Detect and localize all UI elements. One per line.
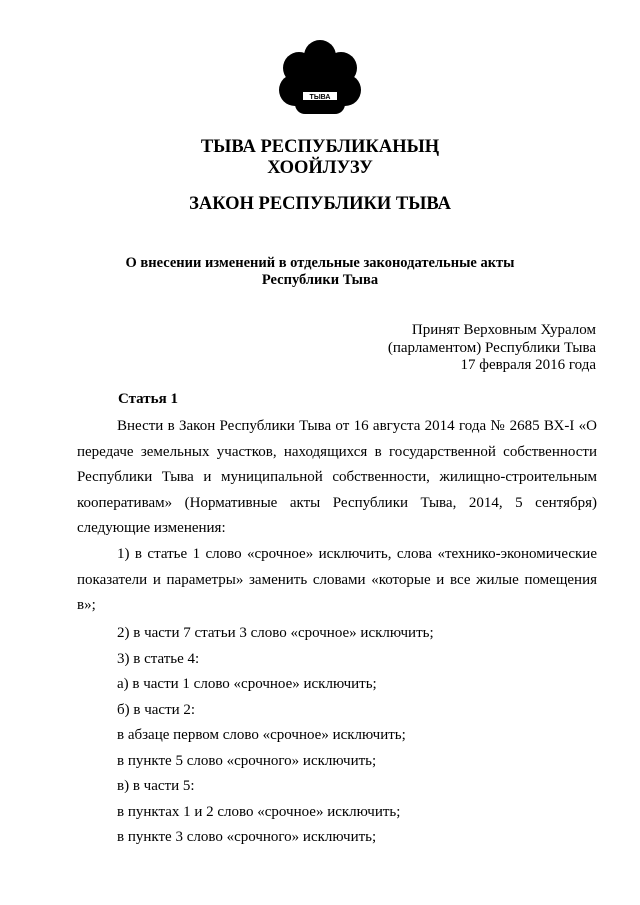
intro-line: кооперативам» (Нормативные акты Республики Тыва, 2014, 5 сентября) (77, 494, 597, 511)
item-1 (77, 542, 597, 619)
law-title: ЗАКОН РЕСПУБЛИКИ ТЫВА (189, 194, 451, 214)
article-title: Статья 1 (118, 391, 178, 407)
list-item: 3) в статье 4: (117, 650, 200, 667)
adoption-line3: 17 февраля 2016 года (460, 357, 596, 373)
adoption-line1: Принят Верховным Хуралом (411, 322, 596, 338)
intro-line: передаче земельных участков, находящихся в государственной собственности (77, 443, 597, 460)
item-1-line: в»; (77, 597, 96, 613)
adoption-note (388, 322, 596, 375)
header-title-line2: ХООЙЛУЗУ (267, 158, 373, 178)
header-title-line1: ТЫВА РЕСПУБЛИКАНЫҢ (200, 137, 440, 157)
item-1-line: показатели и параметры» заменить словами «которые и все жилые помещения (77, 571, 597, 588)
law-subject (0, 255, 640, 289)
tuva-emblem-icon (277, 38, 363, 118)
intro-line: следующие изменения: (77, 520, 226, 536)
list-item: 2) в части 7 статьи 3 слово «срочное» исключить; (117, 625, 434, 641)
law-subject-line2: Республики Тыва (261, 272, 379, 288)
list-item: в пунктах 1 и 2 слово «срочное» исключить; (117, 803, 401, 820)
emblem-inscription: ТЫВА (309, 94, 331, 101)
intro-line: Республики Тыва и муниципальной собственности, жилищно-строительным (77, 469, 597, 485)
intro-line: Внести в Закон Республики Тыва от 16 августа 2014 года № 2685 ВХ-I «О (117, 418, 597, 434)
list-item: в пункте 5 слово «срочного» исключить; (117, 752, 377, 769)
list-item: в абзаце первом слово «срочное» исключить; (117, 727, 406, 743)
item-1-line: 1) в статье 1 слово «срочное» исключить, слова «технико-экономические (117, 546, 597, 562)
list-item: в пункте 3 слово «срочного» исключить; (117, 829, 377, 845)
adoption-line2: (парламентом) Республики Тыва (387, 339, 596, 356)
header-title (0, 137, 640, 179)
article-intro (77, 414, 597, 542)
law-subject-line1: О внесении изменений в отдельные законодательные акты (125, 255, 515, 271)
items-list (77, 621, 597, 851)
list-item: б) в части 2: (117, 701, 196, 718)
list-item: в) в части 5: (117, 778, 195, 794)
list-item: а) в части 1 слово «срочное» исключить; (117, 676, 377, 692)
